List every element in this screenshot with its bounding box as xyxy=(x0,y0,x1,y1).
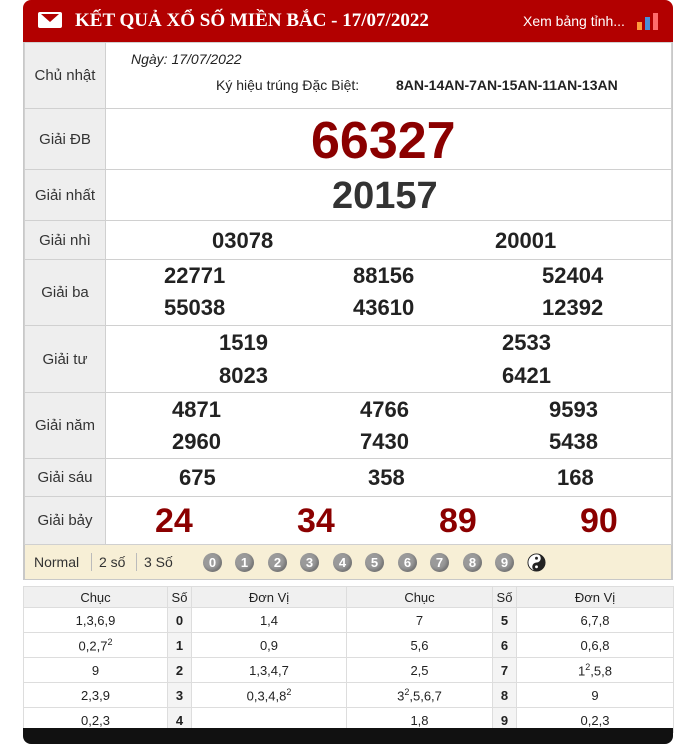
loto-cell xyxy=(24,608,168,633)
loto-value: 1,3,4,7 xyxy=(249,662,289,678)
date-text: Ngày: 17/07/2022 xyxy=(131,51,242,67)
prize-2-cell xyxy=(106,221,672,260)
prize-4-number: 8023 xyxy=(219,363,268,388)
loto-value: 0,3,4,8 xyxy=(246,688,287,704)
tab-divider xyxy=(91,553,92,571)
special-code-value: 8AN-14AN-7AN-15AN-11AN-13AN xyxy=(396,77,618,93)
tab-divider xyxy=(136,553,137,571)
prize-4-number: 2533 xyxy=(502,330,551,355)
table-row xyxy=(24,683,674,708)
mail-icon xyxy=(38,12,62,28)
prize-5-label: Giải năm xyxy=(25,393,106,459)
table-row xyxy=(24,658,674,683)
superscript: 2 xyxy=(286,686,292,697)
prize-5-number: 4871 xyxy=(172,397,221,422)
date-info-cell xyxy=(106,43,672,109)
view-province-link[interactable]: Xem bảng tỉnh... xyxy=(523,13,625,29)
loto-value: 6,7,8 xyxy=(580,612,610,628)
loto-digit: 2 xyxy=(168,658,192,683)
digit-8-button[interactable]: 8 xyxy=(463,553,482,572)
footer-bar xyxy=(23,728,673,744)
prize-7-number: 90 xyxy=(580,502,618,540)
loto-digit: 3 xyxy=(168,683,192,708)
prize-3-cell xyxy=(106,260,672,326)
prize-5-number: 2960 xyxy=(172,429,221,454)
loto-cell xyxy=(347,658,493,683)
loto-digit: 1 xyxy=(168,633,192,658)
prize-2-number: 03078 xyxy=(212,228,274,253)
loto-value: 5,6 xyxy=(410,637,429,653)
loto-cell xyxy=(24,683,168,708)
loto-value: 0,2,7 xyxy=(78,638,108,654)
prize-6-number: 358 xyxy=(368,465,405,490)
loto-header-so: Số xyxy=(493,587,517,608)
loto-header-donvi: Đơn Vị xyxy=(192,587,347,608)
tab-normal[interactable]: Normal xyxy=(34,554,80,570)
prize-2-label: Giải nhì xyxy=(25,221,106,260)
digit-4-button[interactable]: 4 xyxy=(333,553,352,572)
loto-section xyxy=(23,586,673,733)
prize-1-number: 20157 xyxy=(332,175,438,217)
loto-cell xyxy=(192,658,347,683)
table-row xyxy=(24,608,674,633)
digit-2-button[interactable]: 2 xyxy=(268,553,287,572)
prize-1-label: Giải nhất xyxy=(25,170,106,221)
loto-digit: 7 xyxy=(493,658,517,683)
loto-value: 2,3,9 xyxy=(81,687,110,703)
loto-value: 1,3,6,9 xyxy=(75,612,116,628)
tab-2-so[interactable]: 2 số xyxy=(99,554,126,570)
digit-1-button[interactable]: 1 xyxy=(235,553,254,572)
prize-5-cell xyxy=(106,393,672,459)
page-title: KẾT QUẢ XỔ SỐ MIỀN BẮC - 17/07/2022 xyxy=(75,10,429,31)
prize-3-label: Giải ba xyxy=(25,260,106,326)
prize-3-number: 52404 xyxy=(542,263,604,288)
loto-cell xyxy=(347,633,493,658)
prize-5-number: 7430 xyxy=(360,429,409,454)
prize-7-label: Giải bảy xyxy=(25,497,106,545)
prize-6-number: 168 xyxy=(557,465,594,490)
table-row xyxy=(24,633,674,658)
digit-3-button[interactable]: 3 xyxy=(300,553,319,572)
digit-7-button[interactable]: 7 xyxy=(430,553,449,572)
loto-value: 0,2,3 xyxy=(580,712,610,728)
prize-3-number: 43610 xyxy=(353,295,415,320)
prize-3-number: 55038 xyxy=(164,295,226,320)
loto-cell xyxy=(517,608,674,633)
bar-chart-icon[interactable] xyxy=(636,12,660,30)
loto-header-donvi: Đơn Vị xyxy=(517,587,674,608)
loto-value: 9 xyxy=(591,687,599,703)
prize-2-number: 20001 xyxy=(495,228,557,253)
loto-header-chuc: Chục xyxy=(347,587,493,608)
prize-4-number: 1519 xyxy=(219,330,268,355)
prize-db-number: 66327 xyxy=(311,112,456,170)
loto-cell xyxy=(517,683,674,708)
results-table xyxy=(24,42,672,545)
digit-5-button[interactable]: 5 xyxy=(365,553,384,572)
prize-4-number: 6421 xyxy=(502,363,551,388)
prize-db-label: Giải ĐB xyxy=(25,109,106,170)
prize-6-label: Giải sáu xyxy=(25,459,106,497)
prize-6-cell xyxy=(106,459,672,497)
loto-value: 0,9 xyxy=(259,637,279,653)
loto-cell xyxy=(192,608,347,633)
prize-3-number: 12392 xyxy=(542,295,604,320)
loto-digit: 5 xyxy=(493,608,517,633)
prize-7-cell xyxy=(106,497,672,545)
prize-5-number: 4766 xyxy=(360,397,409,422)
superscript: 2 xyxy=(107,636,113,647)
results-widget xyxy=(23,0,673,728)
digit-9-button[interactable]: 9 xyxy=(495,553,514,572)
loto-value: 9 xyxy=(91,662,100,678)
loto-digit: 9 xyxy=(493,708,517,733)
digit-0-button[interactable]: 0 xyxy=(203,553,222,572)
loto-digit: 6 xyxy=(493,633,517,658)
digit-6-button[interactable]: 6 xyxy=(398,553,417,572)
loto-digit: 4 xyxy=(168,708,192,733)
loto-cell xyxy=(347,683,493,708)
superscript: 2 xyxy=(404,686,410,697)
prize-7-number: 34 xyxy=(297,502,335,540)
prize-3-number: 88156 xyxy=(353,263,415,288)
header-bar xyxy=(23,0,673,42)
prize-4-cell xyxy=(106,326,672,393)
loto-value: ,5,6,7 xyxy=(409,688,442,704)
loto-cell xyxy=(517,633,674,658)
loto-cell xyxy=(517,658,674,683)
prize-1-cell xyxy=(106,170,672,221)
results-frame xyxy=(23,42,673,580)
loto-value: 1,4 xyxy=(259,612,279,628)
tab-3-so[interactable]: 3 Số xyxy=(144,554,173,570)
prize-7-number: 89 xyxy=(439,502,477,540)
prize-5-number: 5438 xyxy=(549,429,598,454)
prize-6-number: 675 xyxy=(179,465,216,490)
loto-cell xyxy=(24,633,168,658)
loto-value: 2,5 xyxy=(410,662,429,678)
loto-header-chuc: Chục xyxy=(24,587,168,608)
loto-header-so: Số xyxy=(168,587,192,608)
loto-cell xyxy=(24,658,168,683)
loto-value: 1,8 xyxy=(410,712,429,728)
special-code-label: Ký hiệu trúng Đặc Biệt: xyxy=(216,77,360,93)
weekday-label: Chủ nhật xyxy=(25,43,106,109)
loto-digit: 0 xyxy=(168,608,192,633)
prize-3-number: 22771 xyxy=(164,263,226,288)
loto-value: ,5,8 xyxy=(590,663,612,679)
yin-yang-icon[interactable] xyxy=(527,553,546,572)
filter-bar xyxy=(24,545,672,579)
loto-table xyxy=(23,586,674,733)
loto-cell xyxy=(347,608,493,633)
superscript: 2 xyxy=(585,661,591,672)
loto-value: 7 xyxy=(415,612,424,628)
prize-4-label: Giải tư xyxy=(25,326,106,393)
loto-value: 1 xyxy=(578,663,586,679)
loto-value: 3 xyxy=(397,688,405,704)
loto-cell xyxy=(192,683,347,708)
prize-db-cell xyxy=(106,109,672,170)
loto-cell xyxy=(192,633,347,658)
loto-value: 0,2,3 xyxy=(81,712,110,728)
loto-digit: 8 xyxy=(493,683,517,708)
loto-value: 0,6,8 xyxy=(580,637,610,653)
prize-7-number: 24 xyxy=(155,502,193,540)
prize-5-number: 9593 xyxy=(549,397,598,422)
